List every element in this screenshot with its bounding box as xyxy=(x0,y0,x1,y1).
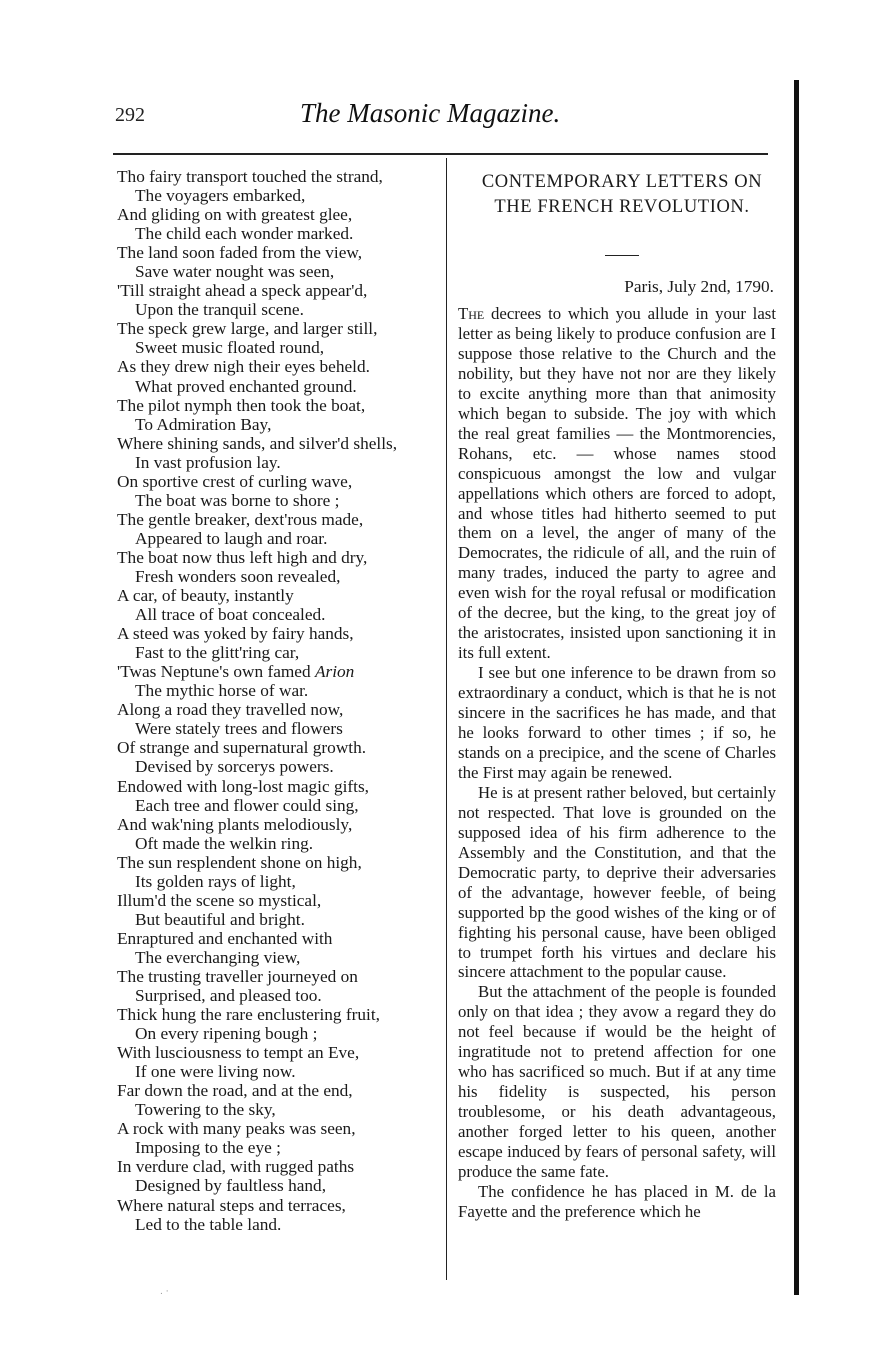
poem-line-text: Thick hung the rare enclustering fruit, xyxy=(117,1005,380,1025)
drop-lead-word: The xyxy=(458,304,485,323)
paragraph-text: I see but one inference to be drawn from so extraordinary a conduct, which is that he is not sincere in the sacrifices he has made, and that he looks forward to other times ; if so, he stands on a precipice, and the scene of Charles the First may again be renewed. xyxy=(458,663,776,782)
poem-line-text: Fresh wonders soon revealed, xyxy=(135,566,341,586)
poem-line xyxy=(117,319,437,338)
poem-column xyxy=(117,167,437,1234)
poem-line-text: The voyagers embarked, xyxy=(135,186,306,206)
poem-line-text: 'Till straight ahead a speck appear'd, xyxy=(117,281,368,301)
poem-line-text: Endowed with long-lost magic gifts, xyxy=(117,776,369,796)
poem-line-text: All trace of boat concealed. xyxy=(135,605,326,625)
poem-line-text: The boat now thus left high and dry, xyxy=(117,547,368,567)
article-column xyxy=(458,170,776,1222)
poem-line xyxy=(117,700,437,719)
article-title-line-1: CONTEMPORARY LETTERS ON xyxy=(481,172,763,192)
poem-line xyxy=(117,186,437,205)
poem-line xyxy=(117,167,437,186)
poem-line xyxy=(117,1043,437,1062)
poem-line-text: Where shining sands, and silver'd shells, xyxy=(117,433,398,453)
poem-line-text: Far down the road, and at the end, xyxy=(117,1081,353,1101)
poem-line xyxy=(117,643,437,662)
poem-line xyxy=(117,205,437,224)
poem-line-text: As they drew nigh their eyes beheld. xyxy=(117,357,370,377)
poem-line xyxy=(117,948,437,967)
poem-line-text: Imposing to the eye ; xyxy=(135,1138,281,1158)
paragraph-text: He is at present rather beloved, but certainly not respected. That love is grounded on the supposed idea of his firm adherence to the Assembly and the Constitution, and that the Democratic party, to deprive their adversaries of the advantage, however feeble, of being supported bp the good wishes of the king or of fighting his personal cause, have been obliged to trumpet forth his virtues and declare his sincere attachment to the popular cause. xyxy=(458,782,776,982)
paragraph-text: But the attachment of the people is founded only on that idea ; they avow a regard they do not feel because if would be the height of ingratitude not to pretend affection for one who has sacrificed so much. But if at any time his fidelity is suspected, his person troublesome, or his death advantageous, another forged letter to his queen, another escape induced by fears of personal safety, will produce the same fate. xyxy=(458,982,776,1181)
dateline: Paris, July 2nd, 1790. xyxy=(624,277,774,296)
poem-line-text: Where natural steps and terraces, xyxy=(117,1195,346,1215)
poem-line xyxy=(117,548,437,567)
poem-line xyxy=(117,891,437,910)
poem-line-text: Designed by faultless hand, xyxy=(135,1176,327,1196)
poem-line xyxy=(117,834,437,853)
poem-line-text: On sportive crest of curling wave, xyxy=(117,471,353,491)
poem-line xyxy=(117,1005,437,1024)
poem-line xyxy=(117,1081,437,1100)
poem-line xyxy=(117,815,437,834)
poem-line xyxy=(117,853,437,872)
paragraph-text: The confidence he has placed in M. de la Fayette and the preference which he xyxy=(458,1181,776,1221)
poem-line-text: 'Twas Neptune's own famed xyxy=(117,662,315,682)
header-rule xyxy=(113,153,768,155)
running-title: The Masonic Magazine. xyxy=(300,98,561,128)
poem-line-text: And wak'ning plants melodiously, xyxy=(117,814,353,834)
article-title xyxy=(458,170,776,220)
poem-line xyxy=(117,300,437,319)
poem-line-text: Each tree and flower could sing, xyxy=(135,795,359,815)
poem-line-text: If one were living now. xyxy=(135,1062,296,1082)
article-paragraph xyxy=(458,982,776,1182)
poem-line-text: Towering to the sky, xyxy=(135,1100,276,1120)
poem-line xyxy=(117,1100,437,1119)
column-divider xyxy=(446,158,447,1280)
poem-line-text: The land soon faded from the view, xyxy=(117,243,363,263)
poem-line-text: The mythic horse of war. xyxy=(135,681,309,701)
poem-line xyxy=(117,624,437,643)
poem-line xyxy=(117,567,437,586)
page-number: 292 xyxy=(115,104,145,126)
poem-line xyxy=(117,872,437,891)
poem-line xyxy=(117,796,437,815)
poem-line-text: In vast profusion lay. xyxy=(135,452,281,472)
poem-line xyxy=(117,1024,437,1043)
poem-line xyxy=(117,243,437,262)
poem-line xyxy=(117,338,437,357)
poem-line xyxy=(117,281,437,300)
poem-line-text: A car, of beauty, instantly xyxy=(117,586,294,606)
poem-line xyxy=(117,1138,437,1157)
poem-line-text: On every ripening bough ; xyxy=(135,1024,318,1044)
poem-line-text: And gliding on with greatest glee, xyxy=(117,205,353,225)
poem-line-text: Surprised, and pleased too. xyxy=(135,986,322,1006)
print-specks: . · xyxy=(160,1287,169,1297)
poem-line xyxy=(117,757,437,776)
poem-line xyxy=(117,910,437,929)
poem-line-text: The pilot nymph then took the boat, xyxy=(117,395,366,415)
poem-line xyxy=(117,662,437,681)
poem-line-text: To Admiration Bay, xyxy=(135,414,272,434)
page-edge-bar xyxy=(794,80,799,1295)
poem-line xyxy=(117,434,437,453)
poem-line-text: But beautiful and bright. xyxy=(135,909,305,929)
poem-line xyxy=(117,586,437,605)
poem-line-text: The boat was borne to shore ; xyxy=(135,490,340,510)
poem-line xyxy=(117,777,437,796)
article-paragraph xyxy=(458,304,776,663)
poem-line-text: Devised by sorcerys powers. xyxy=(135,757,334,777)
poem-line-text: Led to the table land. xyxy=(135,1214,282,1234)
poem-line-text: Sweet music floated round, xyxy=(135,338,325,358)
poem-line xyxy=(117,224,437,243)
poem-line-text: In verdure clad, with rugged paths xyxy=(117,1157,355,1177)
poem-line-text: The trusting traveller journeyed on xyxy=(117,966,358,986)
poem-line xyxy=(117,1157,437,1176)
poem-line xyxy=(117,1215,437,1234)
poem-line xyxy=(117,1196,437,1215)
poem-line xyxy=(117,262,437,281)
paragraph-text: decrees to which you allude in your last letter as being likely to produce confusion are I suppose those relative to the Church and the nobility, but they have not nor are they likely to excite anything more than that animosity which began to subside. The joy with which the real great families — the Montmorencies, Rohans, etc. — whose names stood conspicuous amongst the low and vulgar appellations which others are forced to adopt, and whose titles had hitherto seemed to put them on a level, the anger of many of the Democrates, the ridicule of all, and the ruin of many trades, induced the party to agree and even wish for the royal refusal or modification of the decree, but the king, to the great joy of the aristocrates, insisted upon sanctioning it in its full extent. xyxy=(458,304,776,663)
poem-line-text: What proved enchanted ground. xyxy=(135,376,357,396)
poem-italic-word: Arion xyxy=(314,662,355,682)
poem-line xyxy=(117,605,437,624)
poem-line-text: Oft made the welkin ring. xyxy=(135,833,314,853)
poem-line xyxy=(117,681,437,700)
poem-line xyxy=(117,738,437,757)
poem-line-text: A rock with many peaks was seen, xyxy=(117,1119,356,1139)
poem-line-text: Enraptured and enchanted with xyxy=(117,928,333,948)
poem-line xyxy=(117,986,437,1005)
poem-line-text: The everchanging view, xyxy=(135,947,301,967)
poem-line-text: Were stately trees and flowers xyxy=(135,719,343,739)
article-body xyxy=(458,304,776,1222)
poem-line xyxy=(117,491,437,510)
poem-line-text: Fast to the glitt'ring car, xyxy=(135,643,300,663)
poem-line-text: Save water nought was seen, xyxy=(135,262,335,282)
poem-line xyxy=(117,929,437,948)
poem-line-text: Of strange and supernatural growth. xyxy=(117,738,367,758)
poem-line xyxy=(117,1119,437,1138)
poem-line xyxy=(117,529,437,548)
poem-line-text: Tho fairy transport touched the strand, xyxy=(117,167,383,186)
poem-line-text: With lusciousness to tempt an Eve, xyxy=(117,1043,360,1063)
poem-line xyxy=(117,967,437,986)
title-separator-rule xyxy=(605,255,639,256)
poem-line xyxy=(117,415,437,434)
poem-line xyxy=(117,357,437,376)
poem-line xyxy=(117,510,437,529)
poem-line-text: Its golden rays of light, xyxy=(135,871,296,891)
poem-line-text: Along a road they travelled now, xyxy=(117,700,344,720)
poem-line xyxy=(117,1062,437,1081)
poem-line-text: Upon the tranquil scene. xyxy=(135,300,304,320)
poem-line xyxy=(117,377,437,396)
poem-line-text: The sun resplendent shone on high, xyxy=(117,852,362,872)
article-title-line-2: THE FRENCH REVOLUTION. xyxy=(494,197,750,217)
poem-line-text: Appeared to laugh and roar. xyxy=(135,528,328,548)
poem-line xyxy=(117,396,437,415)
poem-line xyxy=(117,472,437,491)
poem-line xyxy=(117,1176,437,1195)
article-paragraph xyxy=(458,783,776,983)
poem-line-text: Illum'd the scene so mystical, xyxy=(117,890,322,910)
article-paragraph xyxy=(458,1182,776,1222)
poem-line-text: The gentle breaker, dext'rous made, xyxy=(117,509,364,529)
poem-line xyxy=(117,719,437,738)
poem-line-text: The child each wonder marked. xyxy=(135,224,354,244)
article-paragraph xyxy=(458,663,776,783)
poem-line xyxy=(117,453,437,472)
poem-line-text: The speck grew large, and larger still, xyxy=(117,319,378,339)
poem-line-text: A steed was yoked by fairy hands, xyxy=(117,624,354,644)
